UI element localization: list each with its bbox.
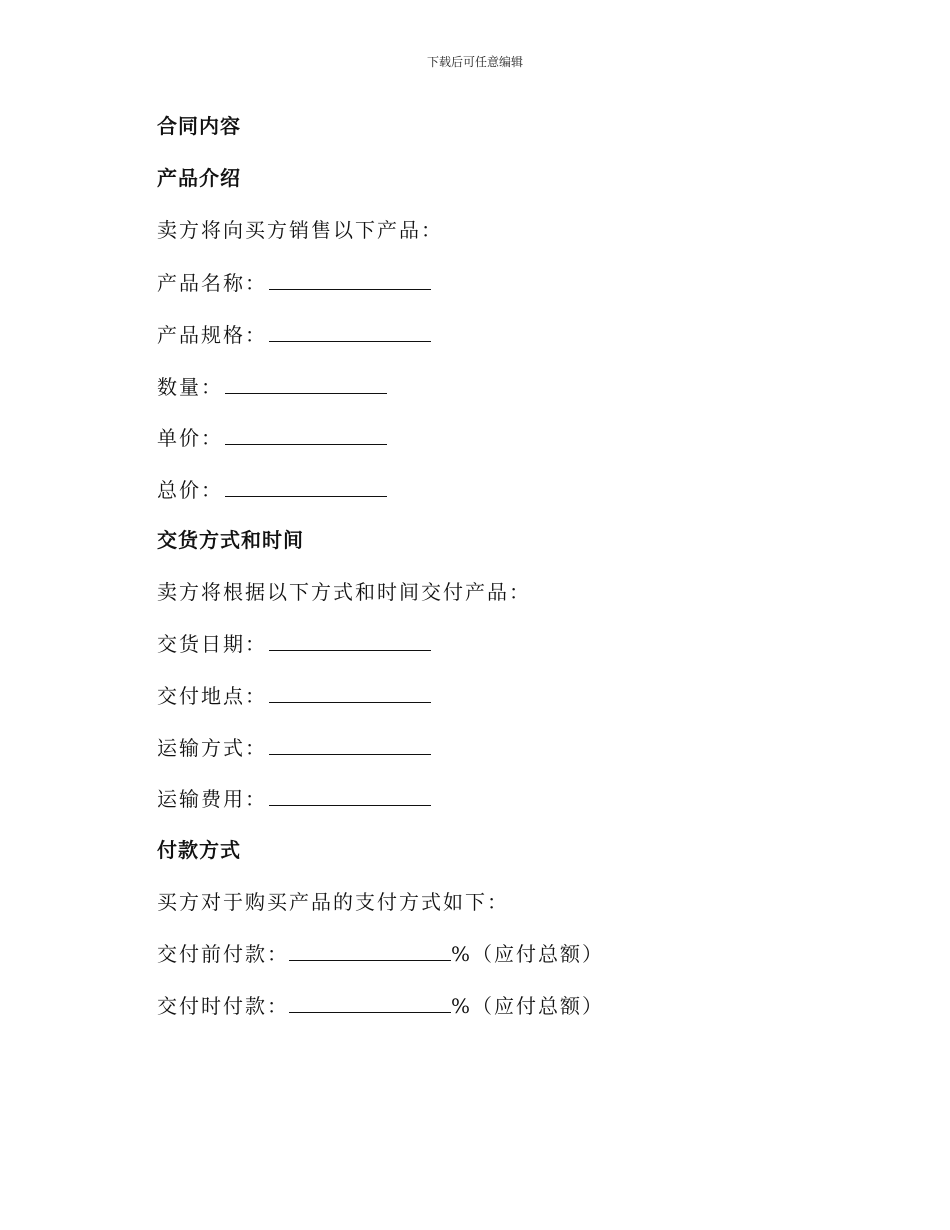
- field-label: 单价：: [157, 426, 223, 450]
- field-product-name: [157, 268, 431, 297]
- fill-in-blank[interactable]: [225, 475, 387, 497]
- fill-in-blank[interactable]: [269, 681, 431, 703]
- fill-in-blank[interactable]: [289, 939, 451, 961]
- field-payment-before-delivery: [157, 939, 604, 968]
- product-intro: 卖方将向买方销售以下产品：: [157, 218, 443, 242]
- contract-title: 合同内容: [157, 114, 241, 138]
- field-label: 产品规格：: [157, 323, 267, 347]
- fill-in-blank[interactable]: [269, 629, 431, 651]
- field-quantity: [157, 372, 387, 401]
- field-label: 总价：: [157, 478, 223, 502]
- field-label: 运输费用：: [157, 787, 267, 811]
- field-transport-cost: [157, 784, 431, 813]
- field-unit-price: [157, 423, 387, 452]
- field-payment-on-delivery: [157, 991, 604, 1020]
- payment-intro: 买方对于购买产品的支付方式如下：: [157, 890, 509, 914]
- fill-in-blank[interactable]: [269, 733, 431, 755]
- field-label: 运输方式：: [157, 736, 267, 760]
- fill-in-blank[interactable]: [269, 784, 431, 806]
- field-product-spec: [157, 320, 431, 349]
- field-label: 产品名称：: [157, 271, 267, 295]
- field-label: 交货日期：: [157, 632, 267, 656]
- page-header: 下载后可任意编辑: [426, 55, 523, 69]
- delivery-heading: 交货方式和时间: [157, 528, 304, 552]
- fill-in-blank[interactable]: [225, 423, 387, 445]
- fill-in-blank[interactable]: [225, 372, 387, 394]
- payment-heading: 付款方式: [157, 838, 241, 862]
- field-delivery-place: [157, 681, 431, 710]
- fill-in-blank[interactable]: [269, 320, 431, 342]
- field-label: 交付时付款：: [157, 994, 289, 1018]
- percent-suffix: %（应付总额）: [451, 942, 605, 966]
- fill-in-blank[interactable]: [269, 268, 431, 290]
- field-delivery-date: [157, 629, 431, 658]
- field-label: 数量：: [157, 375, 223, 399]
- delivery-intro: 卖方将根据以下方式和时间交付产品：: [157, 580, 531, 604]
- field-label: 交付地点：: [157, 684, 267, 708]
- product-heading: 产品介绍: [157, 166, 241, 190]
- field-total-price: [157, 475, 387, 504]
- percent-suffix: %（应付总额）: [451, 994, 605, 1018]
- field-label: 交付前付款：: [157, 942, 289, 966]
- fill-in-blank[interactable]: [289, 991, 451, 1013]
- field-transport-method: [157, 733, 431, 762]
